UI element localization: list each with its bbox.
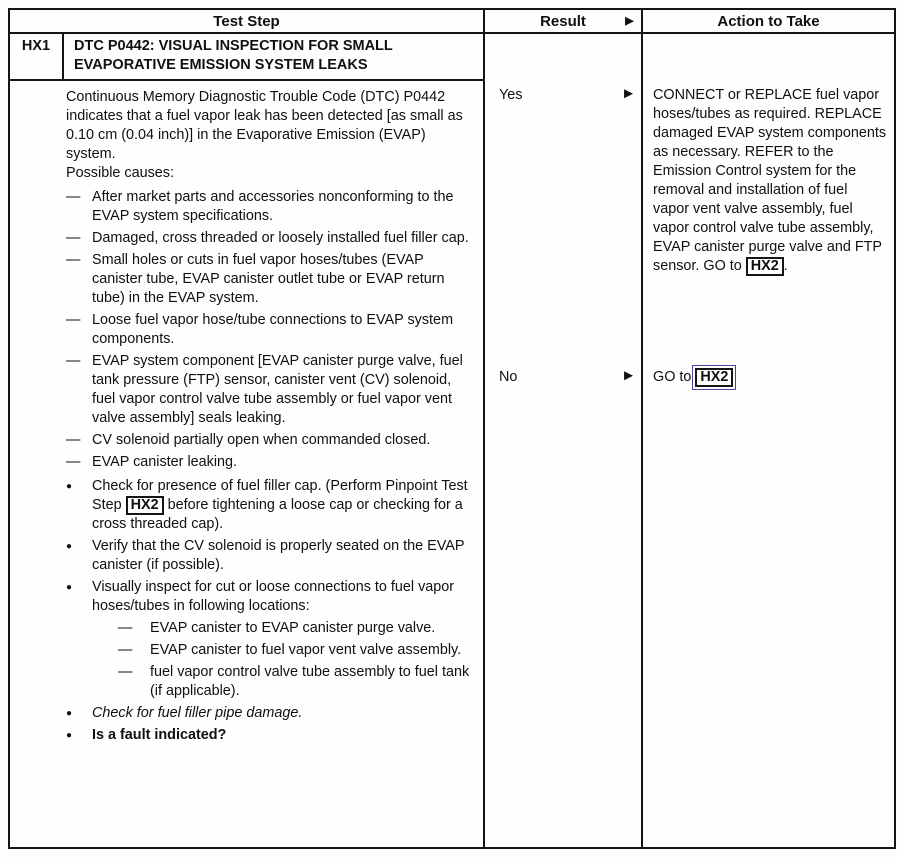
- location-item: [118, 619, 471, 638]
- cause-text: CV solenoid partially open when commanded closed.: [92, 432, 431, 448]
- causes-list: [66, 188, 471, 472]
- location-text: EVAP canister to fuel vapor vent valve assembly.: [150, 642, 462, 658]
- check-item: [66, 726, 471, 745]
- cause-item: [66, 251, 471, 308]
- bullet-icon: ●: [66, 708, 73, 719]
- header-result: [485, 10, 643, 32]
- intro-text: Continuous Memory Diagnostic Trouble Code (DTC) P0442 indicates that a fuel vapor leak has been detected [as small as 0.10 cm (0.04 inch)] in the Evaporative Emission (EVAP) system.: [66, 89, 463, 162]
- action-yes-text: CONNECT or REPLACE fuel vapor hoses/tubes as required. REPLACE damaged EVAP system components as necessary. REFER to the Emission Control system for the removal and installation of fuel vapor vent valve assembly, fuel vapor control valve tube assembly, EVAP canister purge valve and FTP sensor. GO to: [653, 87, 887, 274]
- dash-icon: —: [118, 620, 133, 636]
- dash-icon: —: [66, 353, 81, 369]
- bullet-icon: ●: [66, 730, 73, 741]
- check-item: [66, 704, 471, 723]
- action-no: [653, 368, 887, 387]
- cause-item: [66, 431, 471, 450]
- step-id: HX1: [10, 34, 64, 79]
- check-text: Verify that the CV solenoid is properly seated on the EVAP canister (if possible).: [92, 538, 465, 573]
- cause-item: [66, 352, 471, 428]
- check-text-pre: Check for presence of fuel filler cap. (Perform Pinpoint Test Step: [92, 478, 468, 513]
- dash-icon: —: [66, 312, 81, 328]
- checks-list: [66, 477, 471, 745]
- check-question: Is a fault indicated?: [92, 727, 227, 743]
- check-text: Visually inspect for cut or loose connections to fuel vapor hoses/tubes in following locations:: [92, 579, 455, 614]
- dash-icon: —: [66, 454, 81, 470]
- dash-icon: —: [66, 252, 81, 268]
- location-item: [118, 641, 471, 660]
- action-column: [643, 34, 894, 847]
- dash-icon: —: [66, 432, 81, 448]
- header-test-step: Test Step: [10, 10, 485, 32]
- possible-causes-label: Possible causes:: [66, 165, 174, 181]
- result-no-label: No: [499, 369, 518, 385]
- cause-item: [66, 311, 471, 349]
- action-yes: [653, 86, 887, 276]
- check-item: [66, 537, 471, 575]
- step-title-row: [10, 34, 483, 81]
- hx2-link[interactable]: HX2: [695, 368, 733, 387]
- bullet-icon: ●: [66, 541, 73, 552]
- pointer-arrow-icon: ►: [621, 85, 636, 102]
- cause-item: [66, 188, 471, 226]
- header-action-to-take: Action to Take: [717, 12, 820, 30]
- cause-text: EVAP canister leaking.: [92, 454, 238, 470]
- cause-text: After market parts and accessories nonconforming to the EVAP system specifications.: [92, 189, 454, 224]
- cause-text: Small holes or cuts in fuel vapor hoses/tubes (EVAP canister tube, EVAP canister outlet tube or EVAP return tube) in the EVAP system.: [92, 252, 445, 306]
- step-title: DTC P0442: VISUAL INSPECTION FOR SMALL EVAPORATIVE EMISSION SYSTEM LEAKS: [74, 38, 393, 73]
- cause-text: Loose fuel vapor hose/tube connections to EVAP system components.: [92, 312, 454, 347]
- table-body: [10, 34, 894, 847]
- location-text: EVAP canister to EVAP canister purge valve.: [150, 620, 436, 636]
- pinpoint-test-table: [8, 8, 896, 849]
- header-result-label: Result: [540, 12, 586, 30]
- cause-item: [66, 229, 471, 248]
- pointer-arrow-icon: ►: [621, 367, 636, 384]
- cause-text: EVAP system component [EVAP canister purge valve, fuel tank pressure (FTP) sensor, canister vent (CV) solenoid, fuel vapor control valve tube assembly or fuel vapor vent valve assembly] seals leaking.: [92, 353, 463, 426]
- cause-text: Damaged, cross threaded or loosely installed fuel filler cap.: [92, 230, 469, 246]
- cause-item: [66, 453, 471, 472]
- bullet-icon: ●: [66, 481, 73, 492]
- result-column: [485, 34, 643, 847]
- check-text: Check for fuel filler pipe damage.: [92, 705, 303, 721]
- dash-icon: —: [118, 642, 133, 658]
- action-no-text: GO to: [653, 369, 696, 385]
- dash-icon: —: [118, 664, 133, 680]
- dash-icon: —: [66, 189, 81, 205]
- check-text: [92, 477, 471, 534]
- bullet-icon: ●: [66, 582, 73, 593]
- hx2-link[interactable]: HX2: [126, 496, 164, 515]
- test-step-column: [10, 34, 485, 847]
- check-text-post: before tightening a loose cap or checking for a cross threaded cap).: [92, 497, 463, 532]
- location-text: fuel vapor control valve tube assembly to fuel tank (if applicable).: [150, 664, 470, 699]
- pointer-arrow-icon: ►: [622, 12, 637, 30]
- result-yes-label: Yes: [499, 87, 523, 103]
- hx2-link[interactable]: HX2: [746, 257, 784, 276]
- action-yes-text-post: .: [783, 258, 788, 274]
- dash-icon: —: [66, 230, 81, 246]
- check-item: [66, 477, 471, 534]
- table-header-row: [10, 10, 894, 34]
- inspect-locations-list: [118, 619, 471, 701]
- step-description: [10, 81, 483, 745]
- check-item: [66, 578, 471, 616]
- location-item: [118, 663, 471, 701]
